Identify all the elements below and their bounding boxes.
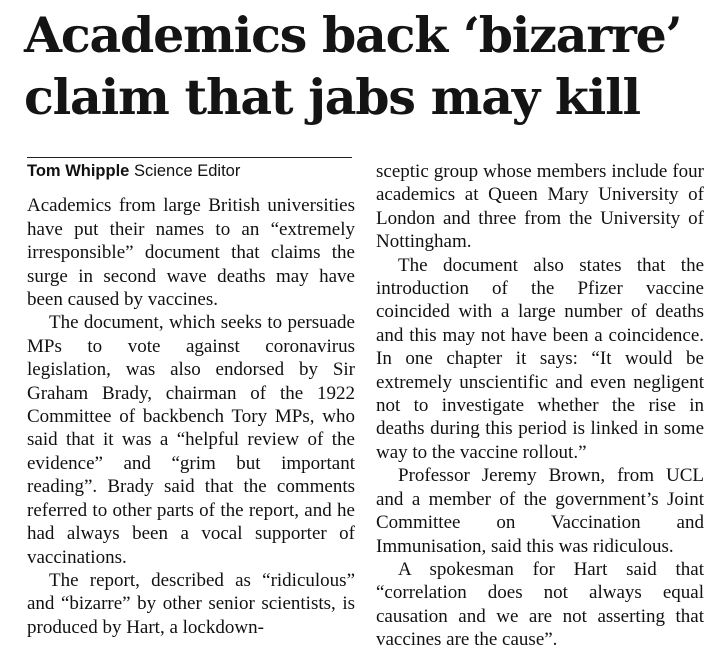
headline-line-1: Academics back ‘bizarre’: [24, 6, 682, 64]
paragraph: A spokesman for Hart said that “correlation does not always equal causation and we are not asserting that vaccines are the cause”.: [376, 558, 704, 651]
paragraph: sceptic group whose members include four academics at Queen Mary University of London and three from the University of Nottingham.: [376, 161, 704, 253]
paragraph: The document also states that the introduction of the Pfizer vaccine coincided with a large number of deaths and this may not have been a coincidence. In one chapter it says: “It would be extremely unscientific and even negligent not to investigate whether the rise in deaths during this period is linked in some way to the vaccine rollout.”: [376, 254, 704, 463]
headline-line-2: claim that jabs may kill: [24, 68, 640, 126]
paragraph: The document, which seeks to persuade MPs to vote against coronavirus legislation, was also endorsed by Sir Graham Brady, chairman of the 1922 Committee of backbench Tory MPs, who said that it was a “helpful review of the evidence” and “grim but important reading”. Brady said that the comments referred to other parts of the report, and he had always been a vocal supporter of vaccinations.: [27, 312, 355, 568]
article-column-right: [376, 160, 704, 652]
byline-author: Tom Whipple: [27, 162, 130, 180]
byline: [27, 160, 355, 183]
byline-role: Science Editor: [133, 162, 241, 180]
paragraph: Academics from large British universities have put their names to an “extremely irresponsible” document that claims the surge in second wave deaths may have been caused by vaccines.: [27, 195, 355, 311]
paragraph: Professor Jeremy Brown, from UCL and a member of the government’s Joint Committee on Vaccination and Immunisation, said this was ridiculous.: [376, 465, 704, 557]
headline: [24, 4, 714, 128]
paragraph: The report, described as “ridiculous” and “bizarre” by other senior scientists, is produced by Hart, a lockdown-: [27, 569, 355, 638]
article-column-left: [27, 160, 355, 639]
byline-rule: [27, 157, 352, 158]
